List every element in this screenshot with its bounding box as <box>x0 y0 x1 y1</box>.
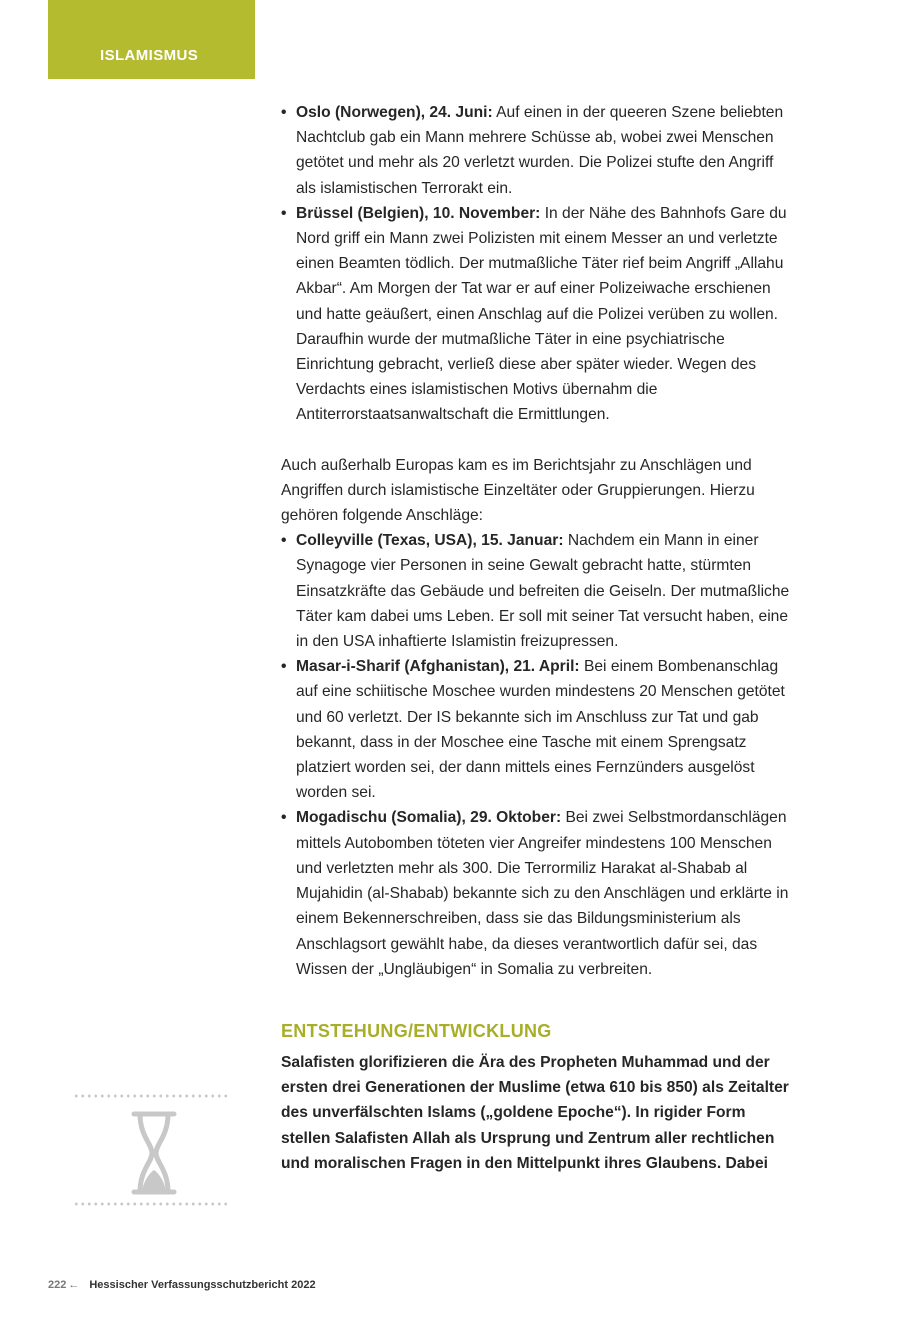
item-text: Bei zwei Selbstmordanschlägen mittels Autobomben töteten vier Angreifer mindestens 100 Menschen und verletzten mehr als 300. Die Terrormiliz Harakat al-Shabab al Mujahidin (al-Shabab) bekannte sich zu den Anschlägen und erklärte in einem Bekennerschreiben, dass sie das Bildungsministerium als Anschlagsort gewählt habe, da dieses verantwortlich dafür sei, das Wissen der „Ungläubigen“ in Somalia zu verbreiten. <box>296 809 789 978</box>
arrow-left-icon[interactable]: ← <box>68 1279 80 1291</box>
item-text: Auf einen in der queeren Szene beliebten Nachtclub gab ein Mann mehrere Schüsse ab, wobei zwei Menschen getötet und mehr als 20 verletzt wurden. Die Polizei stufte den Angriff als islamistischen Terrorakt ein. <box>296 104 784 197</box>
item-text: Nachdem ein Mann in einer Synagoge vier Personen in seine Gewalt gebracht hatte, stürmten Einsatzkräfte das Gebäude und befreiten die Geiseln. Der mutmaßliche Täter kam dabei ums Leben. Er soll mit seiner Tat versucht haben, eine in den USA inhaftierte Islamistin freizupressen. <box>296 532 790 651</box>
item-text: Bei einem Bombenanschlag auf eine schiitische Moschee wurden mindestens 20 Menschen getötet und 60 verletzt. Der IS bekannte sich im Anschluss zur Tat und gab bekannt, dass in der Moschee eine Tasche mit einem Sprengsatz platziert worden sei, der dann mittels eines Fernzünders ausgelöst worden sei. <box>296 658 785 802</box>
footer-title: Hessischer Verfassungsschutzbericht 2022 <box>89 1279 316 1291</box>
list-item <box>281 805 796 981</box>
item-text: In der Nähe des Bahnhofs Gare du Nord griff ein Mann zwei Polizisten mit einem Messer an und verletzte einen Beamten tödlich. Der mutmaßliche Täter rief beim Angriff „Allahu Akbar“. Am Morgen der Tat war er auf einer Polizeiwache erschienen und hatte geäußert, einen Anschlag auf die Polizei verüben zu wollen. Daraufhin wurde der mutmaßliche Täter in eine psychiatrische Einrichtung gebracht, verließ diese aber später wieder. Wegen des Verdachts eines islamistischen Motivs übernahm die Antiterrorstaatsanwaltschaft die Ermittlungen. <box>296 204 787 424</box>
item-lead: Oslo (Norwegen), 24. Juni: <box>296 104 493 121</box>
hourglass-icon <box>131 1110 177 1196</box>
page-number: 222 <box>48 1279 67 1291</box>
list-item <box>281 528 796 654</box>
list-item <box>281 100 796 201</box>
section-tab <box>48 0 255 79</box>
item-lead: Masar-i-Sharif (Afghanistan), 21. April: <box>296 658 580 676</box>
section-label: ISLAMISMUS <box>100 47 199 64</box>
section-heading: ENTSTEHUNG/ENTWICKLUNG <box>281 1020 552 1041</box>
sidebar-icon-box <box>73 1094 230 1208</box>
item-lead: Mogadischu (Somalia), 29. Oktober: <box>296 809 562 827</box>
main-content <box>281 100 796 1176</box>
section-intro: Salafisten glorifizieren die Ära des Propheten Muhammad und der ersten drei Generationen der Muslime (etwa 610 bis 850) als Zeitalter des unverfälschten Islams („goldene Epoche“). In rigider Form stellen Salafisten Allah als Ursprung und Zentrum aller rechtlichen und moralischen Fragen in den Mittelpunkt ihres Glaubens. Dabei <box>281 1053 789 1172</box>
page-footer <box>48 1279 316 1291</box>
list-item <box>281 654 796 805</box>
list-item <box>281 201 796 428</box>
dotted-divider <box>73 1202 230 1206</box>
item-lead: Brüssel (Belgien), 10. November: <box>296 204 541 222</box>
body-paragraph: Auch außerhalb Europas kam es im Berichtsjahr zu Anschlägen und Angriffen durch islamistische Einzeltäter oder Gruppierungen. Hierzu gehören folgende Anschläge: <box>281 456 755 525</box>
incident-list-europe <box>281 100 796 428</box>
item-lead: Colleyville (Texas, USA), 15. Januar: <box>296 532 564 550</box>
incident-list-world <box>281 528 796 982</box>
dotted-divider <box>73 1094 230 1098</box>
